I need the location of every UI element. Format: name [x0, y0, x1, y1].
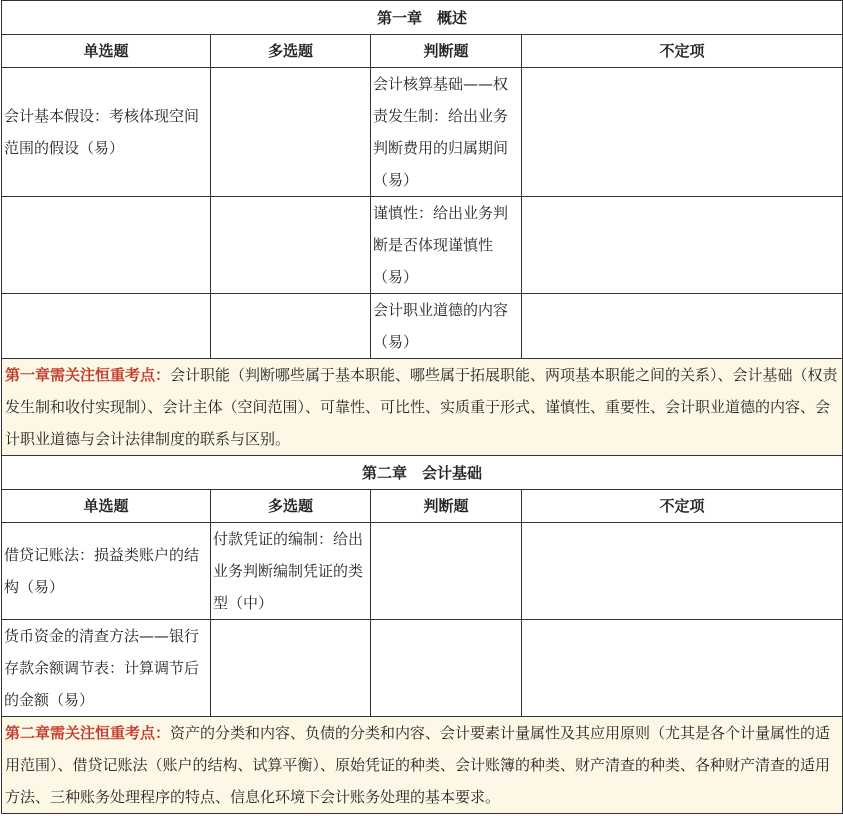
chapter1-title-row — [2, 1, 843, 35]
header-true-false: 判断题 — [371, 35, 522, 68]
header-indefinite: 不定项 — [522, 35, 843, 68]
table-cell — [522, 197, 843, 294]
header-multiple-choice: 多选题 — [211, 35, 371, 68]
table-cell — [522, 68, 843, 197]
header-indefinite: 不定项 — [522, 490, 843, 523]
header-multiple-choice: 多选题 — [211, 490, 371, 523]
chapter1-note-row — [2, 359, 843, 456]
table-cell: 谨慎性：给出业务判断是否体现谨慎性（易） — [371, 197, 522, 294]
table-cell — [211, 620, 371, 717]
table-row — [2, 68, 843, 197]
table-cell — [522, 294, 843, 359]
header-single-choice: 单选题 — [2, 35, 211, 68]
chapter2-note-text: 资产的分类和内容、负债的分类和内容、会计要素计量属性及其应用原则（尤其是各个计量属性的适用范围）、借贷记账法（账户的结构、试算平衡）、原始凭证的种类、会计账簿的种类、财产清查的种类、各种财产清查的适用方法、三种账务处理程序的特点、信息化环境下会计账务处理的基本要求。 — [5, 724, 831, 806]
table-row — [2, 294, 843, 359]
table-cell: 借贷记账法：损益类账户的结构（易） — [2, 523, 211, 620]
chapter1-header-row — [2, 35, 843, 68]
chapter2-note-row — [2, 717, 843, 814]
table-cell — [371, 523, 522, 620]
table-cell — [211, 197, 371, 294]
chapter1-title: 第一章 概述 — [2, 1, 843, 35]
chapter2-note-label: 第二章需关注恒重考点： — [5, 724, 171, 742]
table-cell: 会计基本假设：考核体现空间范围的假设（易） — [2, 68, 211, 197]
table-cell: 付款凭证的编制：给出业务判断编制凭证的类型（中） — [211, 523, 371, 620]
table-row — [2, 197, 843, 294]
table-cell — [371, 620, 522, 717]
table-cell: 会计职业道德的内容（易） — [371, 294, 522, 359]
table-cell: 会计核算基础——权责发生制：给出业务判断费用的归属期间（易） — [371, 68, 522, 197]
table-cell — [522, 523, 843, 620]
chapter1-note-label: 第一章需关注恒重考点： — [5, 366, 171, 384]
table-cell — [2, 294, 211, 359]
table-cell — [522, 620, 843, 717]
table-cell — [2, 197, 211, 294]
table-cell — [211, 294, 371, 359]
table-cell: 货币资金的清查方法——银行存款余额调节表：计算调节后的金额（易） — [2, 620, 211, 717]
chapter2-title-row — [2, 456, 843, 490]
table-row — [2, 523, 843, 620]
chapter2-key-points — [2, 717, 843, 814]
chapter2-header-row — [2, 490, 843, 523]
table-row — [2, 620, 843, 717]
chapter2-title: 第二章 会计基础 — [2, 456, 843, 490]
chapter1-note-text: 会计职能（判断哪些属于基本职能、哪些属于拓展职能、两项基本职能之间的关系）、会计基础（权责发生制和收付实现制）、会计主体（空间范围）、可靠性、可比性、实质重于形式、谨慎性、重要性、会计职业道德的内容、会计职业道德与会计法律制度的联系与区别。 — [5, 366, 838, 448]
header-true-false: 判断题 — [371, 490, 522, 523]
header-single-choice: 单选题 — [2, 490, 211, 523]
table-cell — [211, 68, 371, 197]
chapter1-key-points — [2, 359, 843, 456]
syllabus-table — [1, 0, 843, 814]
